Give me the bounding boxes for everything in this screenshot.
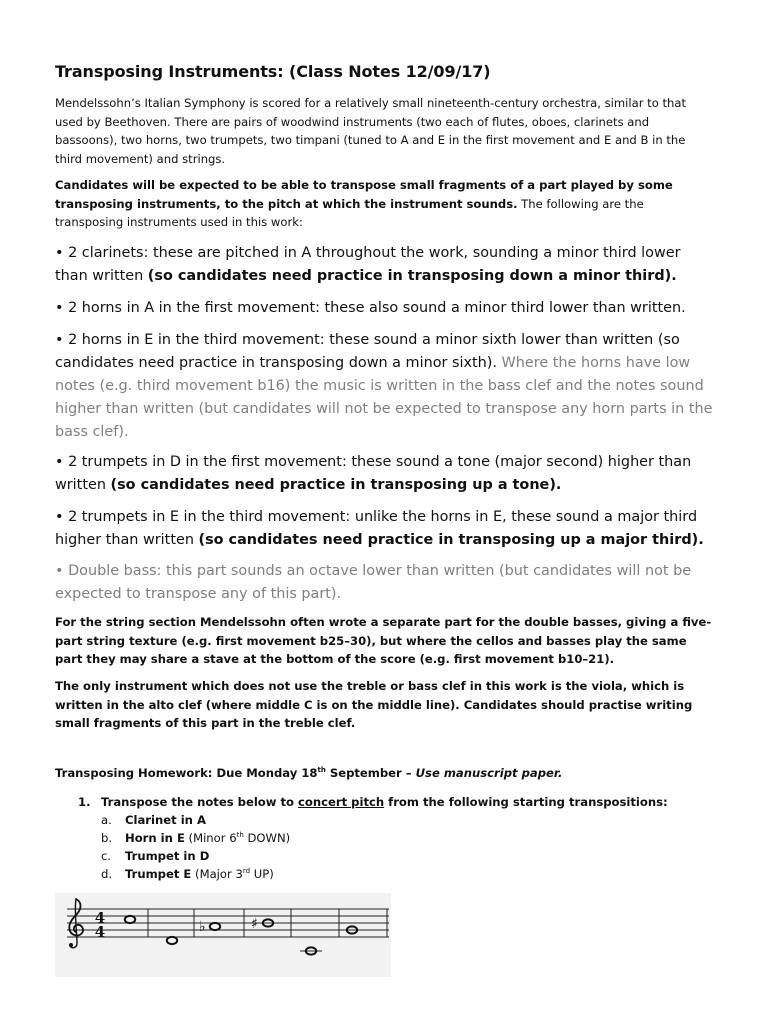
item-note: (Minor 6 — [184, 831, 237, 845]
question-item-c — [101, 849, 209, 863]
bullet-horns-e-text: • 2 horns in E in the third movement: these sound a minor sixth lower than written (so candidates need practice in transposing down a minor sixth). — [55, 332, 680, 371]
item-letter: a. — [101, 813, 112, 827]
note-measure-3 — [199, 919, 220, 935]
bullet-trumpets-d — [55, 451, 713, 497]
question-item-b — [101, 831, 290, 845]
question-1-underlined: concert pitch — [298, 795, 385, 809]
bullet-trumpets-e-text: • 2 trumpets in E in the third movement: unlike the horns in E, these sound a major third higher than written — [55, 509, 698, 548]
homework-heading-italic: Use manuscript paper. — [415, 766, 563, 780]
music-staff — [55, 893, 391, 977]
bullet-trumpets-d-bold: (so candidates need practice in transposing up a tone). — [110, 477, 562, 493]
bullet-trumpets-d-text: • 2 trumpets in D in the first movement: these sound a tone (major second) higher than written — [55, 454, 692, 493]
item-note: (Major 3 — [191, 867, 243, 881]
item-note-2: UP) — [250, 867, 274, 881]
question-item-d — [101, 867, 274, 881]
note-measure-1 — [125, 916, 135, 923]
homework-heading-text: Transposing Homework: Due Monday 18 — [55, 766, 318, 780]
bullet-horns-e — [55, 329, 713, 444]
viola-paragraph: The only instrument which does not use the treble or bass clef in this work is the viola, which is written in the alto clef (where middle C is on the middle line). Candidates should practise writing small fragments of this part in the treble clef. — [55, 679, 693, 730]
sharp-icon: ♯ — [251, 916, 258, 932]
bullet-clarinets-bold: (so candidates need practice in transposing down a minor third). — [147, 268, 677, 284]
item-name: Clarinet in A — [125, 813, 206, 827]
item-note-2: DOWN) — [243, 831, 291, 845]
intro-paragraph: Mendelssohn’s Italian Symphony is scored for a relatively small nineteenth-century orchestra, similar to that used by Beethoven. There are pairs of woodwind instruments (two each of flutes, oboes, clarinets and bassoons), two horns, two trumpets, two timpani (tuned to A and E in the first movement and E and B in the third movement) and strings. — [55, 96, 687, 166]
page-title: Transposing Instruments: (Class Notes 12/09/17) — [55, 62, 491, 81]
bullet-trumpets-e-bold: (so candidates need practice in transposing up a major third). — [198, 532, 704, 548]
candidates-bold-text: Candidates will be expected to be able to transpose small fragments of a part played by some transposing instruments, to the pitch at which the instrument sounds. — [55, 178, 673, 211]
bullet-horns-a: • 2 horns in A in the first movement: these also sound a minor third lower than written. — [55, 300, 686, 316]
homework-heading — [55, 766, 562, 780]
time-signature-top: 4 — [94, 909, 106, 927]
time-signature-bottom: 4 — [94, 923, 106, 941]
question-item-a — [101, 813, 206, 827]
flat-icon: ♭ — [199, 919, 206, 935]
question-1-number: 1. — [78, 795, 91, 809]
item-letter: d. — [101, 867, 113, 881]
item-note-sup: th — [236, 831, 244, 840]
bullet-double-bass: • Double bass: this part sounds an octave lower than written (but candidates will not be expected to transpose any of this part). — [55, 563, 692, 602]
item-letter: b. — [101, 831, 113, 845]
item-note-sup: rd — [242, 867, 251, 876]
staff-lines — [67, 909, 389, 937]
candidates-paragraph — [55, 176, 713, 232]
question-1 — [78, 795, 668, 809]
homework-heading-text-2: September – — [325, 766, 416, 780]
bullet-trumpets-e — [55, 506, 713, 552]
bullet-horns-e-grey: Where the horns have low notes (e.g. third movement b16) the music is written in the bass clef and the notes sound higher than written (but candidates will not be expected to transpose any horn parts in the bass clef). — [55, 355, 713, 440]
question-1-text: Transpose the notes below to — [101, 795, 299, 809]
item-name: Trumpet in D — [125, 849, 210, 863]
candidates-rest-text: The following are the transposing instruments used in this work: — [55, 196, 644, 229]
music-staff-panel — [55, 893, 391, 977]
item-letter: c. — [101, 849, 112, 863]
homework-heading-sup: th — [317, 766, 326, 775]
bullet-clarinets-text: • 2 clarinets: these are pitched in A throughout the work, sounding a minor third lower than written — [55, 245, 681, 284]
item-name: Horn in E — [125, 831, 185, 845]
note-measure-2 — [167, 937, 177, 944]
strings-paragraph: For the string section Mendelssohn often wrote a separate part for the double basses, giving a five-part string texture (e.g. first movement b25–30), but where the cellos and basses play the same part they may share a stave at the bottom of the score (e.g. first movement b10–21). — [55, 615, 712, 666]
note-measure-5 — [300, 947, 322, 954]
item-name: Trumpet E — [125, 867, 192, 881]
bullet-clarinets — [55, 242, 713, 288]
question-1-text-2: from the following starting transpositions: — [384, 795, 668, 809]
